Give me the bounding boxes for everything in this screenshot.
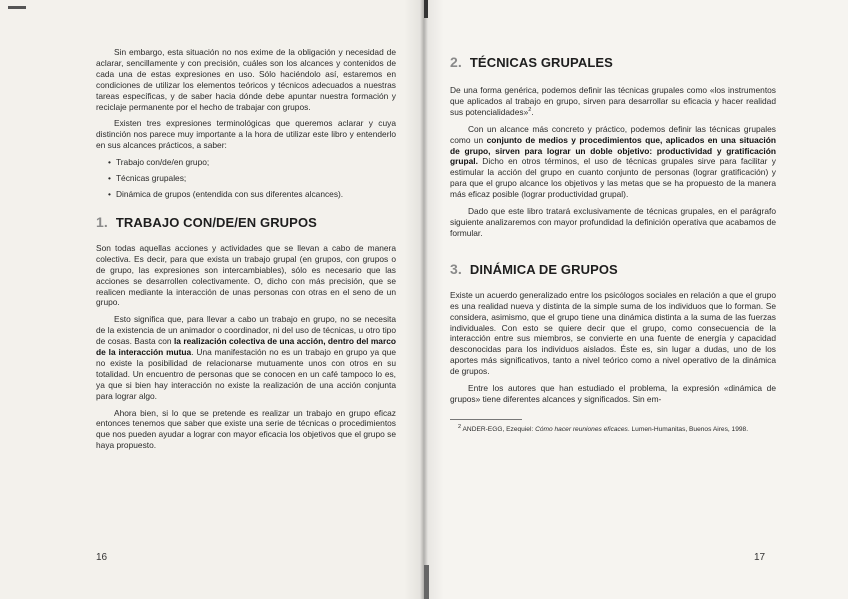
section-1-heading [96,214,396,231]
section-1-paragraph-1: Son todas aquellas acciones y actividades que se llevan a cabo de manera colectiva. Es decir, para que exista un trabajo grupal (en grupos, con grupos o de grupo, las expresiones son intercambiables), sólo es necesario que las acciones se desarrollen colectivamente. O, dicho con más precisión, que se realicen mediante la interacción de unas personas con otras en el seno de un grupo. [96,242,396,308]
section-title: TRABAJO CON/DE/EN GRUPOS [115,214,317,230]
list-item: • Dinámica de grupos (entendida con sus diferentes alcances). [108,189,396,200]
section-3-paragraph-1: Existe un acuerdo generalizado entre los psicólogos sociales en relación a que el grupo es una realidad nueva y distinta de la simple suma de los individuos que lo forman. Se considera, asimismo, que el grupo tiene una dinámica distinta a la suma de las fuerzas individuales. Con esto se quiere decir que el grupo, como consecuencia de la interacción entre sus miembros, se convierte en una fuente de energía y capacidad desconocidas para los individuos aislados. Éste es, sin lugar a dudas, uno de los aportes más significativos, tanto a nivel teórico como a nivel operativo de la dinámica de grupos. [450,289,776,377]
section-1-paragraph-2: Esto significa que, para llevar a cabo un trabajo en grupo, no se necesita de la existencia de un animador o coordinador, ni del uso de técnicas, u otro tipo de cosas. Basta con la realización colectiva de una acción, dentro del marco de la interacción mutua. Una manifestación no es un trabajo en grupo ya que no existe la posibilidad de relacionarse mutuamente unos con otros en su totalidad. Un encuentro de personas que se conocen en un café tampoco lo es, ya que si bien hay interacción no existe la realización de una acción conjunta para lograr algo. [96,314,396,401]
intro-paragraph-1: Sin embargo, esta situación no nos exime de la obligación y necesidad de aclarar, sencillamente y con precisión, cuáles son los alcances y contenidos de cada una de estas expresiones en uso. Sólo haciéndolo así, estaremos en condiciones de utilizar los elementos teóricos y técnicos adecuados a nuestras tareas específicas, y de saber hacia dónde debe apuntar nuestra formación y reciclaje permanente por el hecho de trabajar con grupos. [96,47,396,112]
list-item: • Técnicas grupales; [108,173,396,184]
section-title: DINÁMICA DE GRUPOS [469,261,618,277]
section-2-heading [450,54,776,71]
right-text-column [450,54,776,434]
footnote-ref: 2 [528,107,532,114]
section-number: 1. [96,213,108,230]
section-number: 2. [450,54,462,70]
section-2-paragraph-1: De una forma genérica, podemos definir las técnicas grupales como «los instrumentos que aplicados al trabajo en grupo, sirven para desarrollar su eficacia y hacer realidad sus potencialidades»$^2$. [450,85,776,117]
section-number: 3. [450,260,462,277]
right-page [424,0,848,599]
section-1-paragraph-3: Ahora bien, si lo que se pretende es realizar un trabajo en grupo eficaz entonces tenemos que saber que existe una serie de técnicas o procedimientos que nos pueden ayudar a lograr con mayor eficacia los objetivos que el grupo se haya propuesto. [96,407,396,451]
page-number: 17 [754,552,766,563]
corner-mark [8,6,26,9]
footnote-rule [450,419,522,420]
gutter-mark-top [424,0,428,18]
bold-phrase: la realización colectiva de una acción, dentro del marco de la interacción mutua [96,336,396,358]
footnote: $^2$ ANDER-EGG, Ezequiel: Cómo hacer reuniones eficaces. Lumen-Humanitas, Buenos Aires, 1998. [458,423,749,433]
section-2-paragraph-3: Dado que este libro tratará exclusivamente de técnicas grupales, en el parágrafo siguiente analizaremos con mayor profundidad la definición operativa que acabamos de formular. [450,206,776,238]
page-number: 16 [96,552,108,563]
section-2-paragraph-2: Con un alcance más concreto y práctico, podemos definir las técnicas grupales como un conjunto de medios y procedimientos que, aplicados en una situación de grupo, sirven para lograr un doble objetivo: productividad y gratificación grupal. Dicho en otros términos, el uso de técnicas grupales sirve para facilitar y estimular la acción del grupo en cuanto conjunto de personas (lograr gratificación) y para que el grupo alcance los objetivos y las metas que se ha propuesto de la manera más eficaz posible (lograr productividad grupal). [450,123,776,200]
section-title: TÉCNICAS GRUPALES [469,55,613,70]
list-item: • Trabajo con/de/en grupo; [108,157,396,168]
bold-phrase: conjunto de medios y procedimientos que, aplicados en una situación de grupo, sirven para lograr un doble objetivo: productividad y gratificación grupal. [450,134,776,167]
left-text-column [96,47,396,457]
intro-paragraph-2: Existen tres expresiones terminológicas que queremos aclarar y cuya distinción nos parece muy importante a la hora de utilizar este libro y entenderlo en sus alcances prácticos, a saber: [96,118,396,151]
section-3-paragraph-2: Entre los autores que han estudiado el problema, la expresión «dinámica de grupos» tiene diferentes alcances y significados. Sin em- [450,383,776,404]
gutter-mark-bottom [424,565,429,599]
expressions-list [96,157,396,200]
section-3-heading [450,261,776,278]
